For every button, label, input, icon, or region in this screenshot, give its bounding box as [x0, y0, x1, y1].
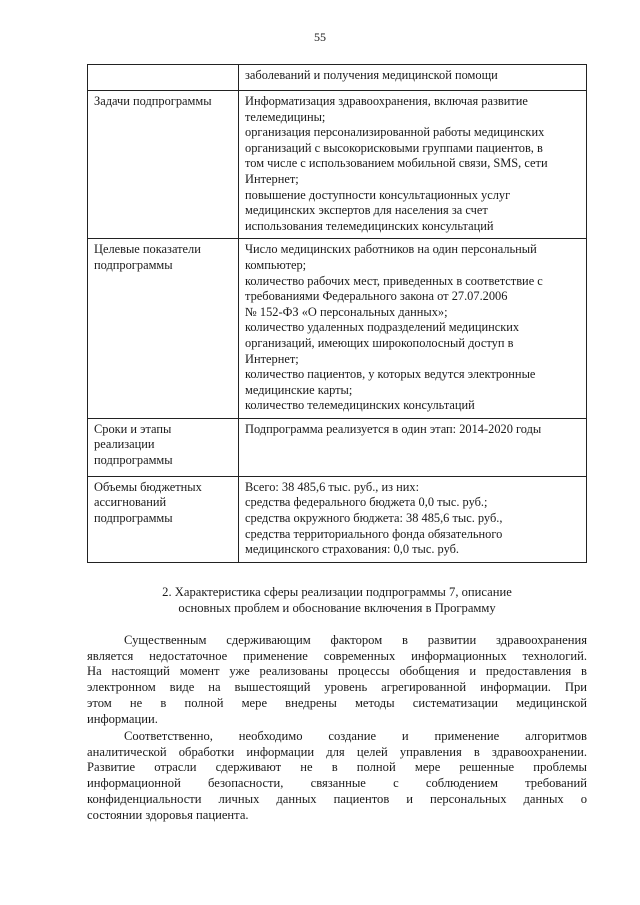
content-line: Подпрограмма реализуется в один этап: 2014-2020 годы — [245, 421, 542, 436]
label-line: Целевые показатели — [94, 242, 201, 257]
paragraph-line: информационной безопасности, связанные с соблюдением требований — [87, 776, 587, 791]
content-line: средства окружного бюджета: 38 485,6 тыс. руб., — [245, 511, 503, 526]
label-line: Сроки и этапы — [94, 421, 172, 436]
content-line: количество телемедицинских консультаций — [245, 398, 475, 413]
content-line: том числе с использованием мобильной связи, SMS, сети — [245, 156, 548, 171]
content-line: № 152-ФЗ «О персональных данных»; — [245, 304, 448, 319]
content-line: Всего: 38 485,6 тыс. руб., из них: — [245, 479, 420, 494]
content-line: повышение доступности консультационных услуг — [245, 187, 511, 202]
label-line: подпрограммы — [94, 453, 173, 468]
content-line: количество пациентов, у которых ведутся электронные — [245, 367, 536, 382]
content-line: медицинские карты; — [245, 382, 353, 397]
content-line: компьютер; — [245, 257, 307, 272]
paragraph-line: Соответственно, необходимо создание и применение алгоритмов — [124, 729, 587, 743]
content-line: Информатизация здравоохранения, включая развитие — [245, 94, 528, 108]
row-label — [88, 476, 239, 562]
paragraph-line: является недостаточное применение современных информационных технологий. — [87, 648, 587, 663]
label-line: Объемы бюджетных — [94, 479, 202, 494]
content-line: количество удаленных подразделений медицинских — [245, 320, 520, 335]
paragraph-line: конфиденциальности личных данных пациентов и персональных данных о — [87, 791, 587, 806]
content-line: организаций, имеющих широкополосный доступ в — [245, 335, 514, 350]
paragraph-line: этом не в полной мере внедрены методы систематизации медицинской — [87, 695, 587, 710]
content-line: организаций с высокорисковыми группами пациентов, в — [245, 140, 543, 155]
subprogram-passport-table — [87, 64, 587, 563]
paragraph-line: Развитие отрасли сдерживают не в полной мере решенные проблемы — [87, 760, 587, 775]
content-line: количество рабочих мест, приведенных в соответствие с — [245, 273, 543, 288]
row-content — [239, 476, 587, 562]
table-row — [88, 91, 587, 239]
row-content — [239, 65, 587, 91]
content-line: использования телемедицинских консультаций — [245, 218, 494, 233]
paragraph-line: Существенным сдерживающим фактором в развитии здравоохранения — [124, 633, 587, 647]
label-line: ассигнований — [94, 495, 167, 510]
content-line: требованиями Федерального закона от 27.07.2006 — [245, 289, 508, 304]
row-content — [239, 91, 587, 239]
paragraph-line: На настоящий момент уже реализованы процессы обобщения и предоставления в — [87, 664, 587, 679]
label-line: подпрограммы — [94, 257, 173, 272]
table-row — [88, 418, 587, 476]
table-row — [88, 65, 587, 91]
page-number: 55 — [314, 30, 326, 44]
row-label — [88, 239, 239, 419]
table-row — [88, 476, 587, 562]
content-line: заболеваний и получения медицинской помощи — [245, 68, 498, 82]
row-content — [239, 239, 587, 419]
content-line: средства территориального фонда обязательного — [245, 526, 503, 541]
row-label — [88, 418, 239, 476]
content-line: телемедицины; — [245, 109, 326, 124]
paragraph — [87, 633, 587, 727]
paragraph-line: электронном виде на вышестоящий уровень агрегированной информации. При — [87, 680, 587, 695]
content-line: Интернет; — [245, 351, 299, 366]
content-line: Число медицинских работников на один персональный — [245, 242, 537, 257]
content-line: средства федерального бюджета 0,0 тыс. руб.; — [245, 495, 488, 510]
row-label — [88, 91, 239, 239]
paragraph-line: состоянии здоровья пациента. — [87, 807, 249, 822]
label-line: Задачи подпрограммы — [94, 94, 212, 108]
paragraph — [87, 729, 587, 823]
label-line: подпрограммы — [94, 511, 173, 526]
content-line: медицинского страхования: 0,0 тыс. руб. — [245, 542, 460, 557]
paragraph-line: информации. — [87, 711, 158, 726]
heading-line: 2. Характеристика сферы реализации подпрограммы 7, описание — [162, 585, 512, 599]
row-content — [239, 418, 587, 476]
row-label — [88, 65, 239, 91]
heading-line: основных проблем и обоснование включения в Программу — [178, 601, 496, 615]
label-line: реализации — [94, 437, 155, 452]
paragraph-line: аналитической обработки информации для целей управления в здравоохранении. — [87, 744, 587, 759]
content-line: организация персонализированной работы медицинских — [245, 125, 545, 140]
section-heading — [87, 584, 587, 616]
content-line: медицинских экспертов для населения за счет — [245, 203, 488, 218]
table-row — [88, 239, 587, 419]
content-line: Интернет; — [245, 171, 299, 186]
